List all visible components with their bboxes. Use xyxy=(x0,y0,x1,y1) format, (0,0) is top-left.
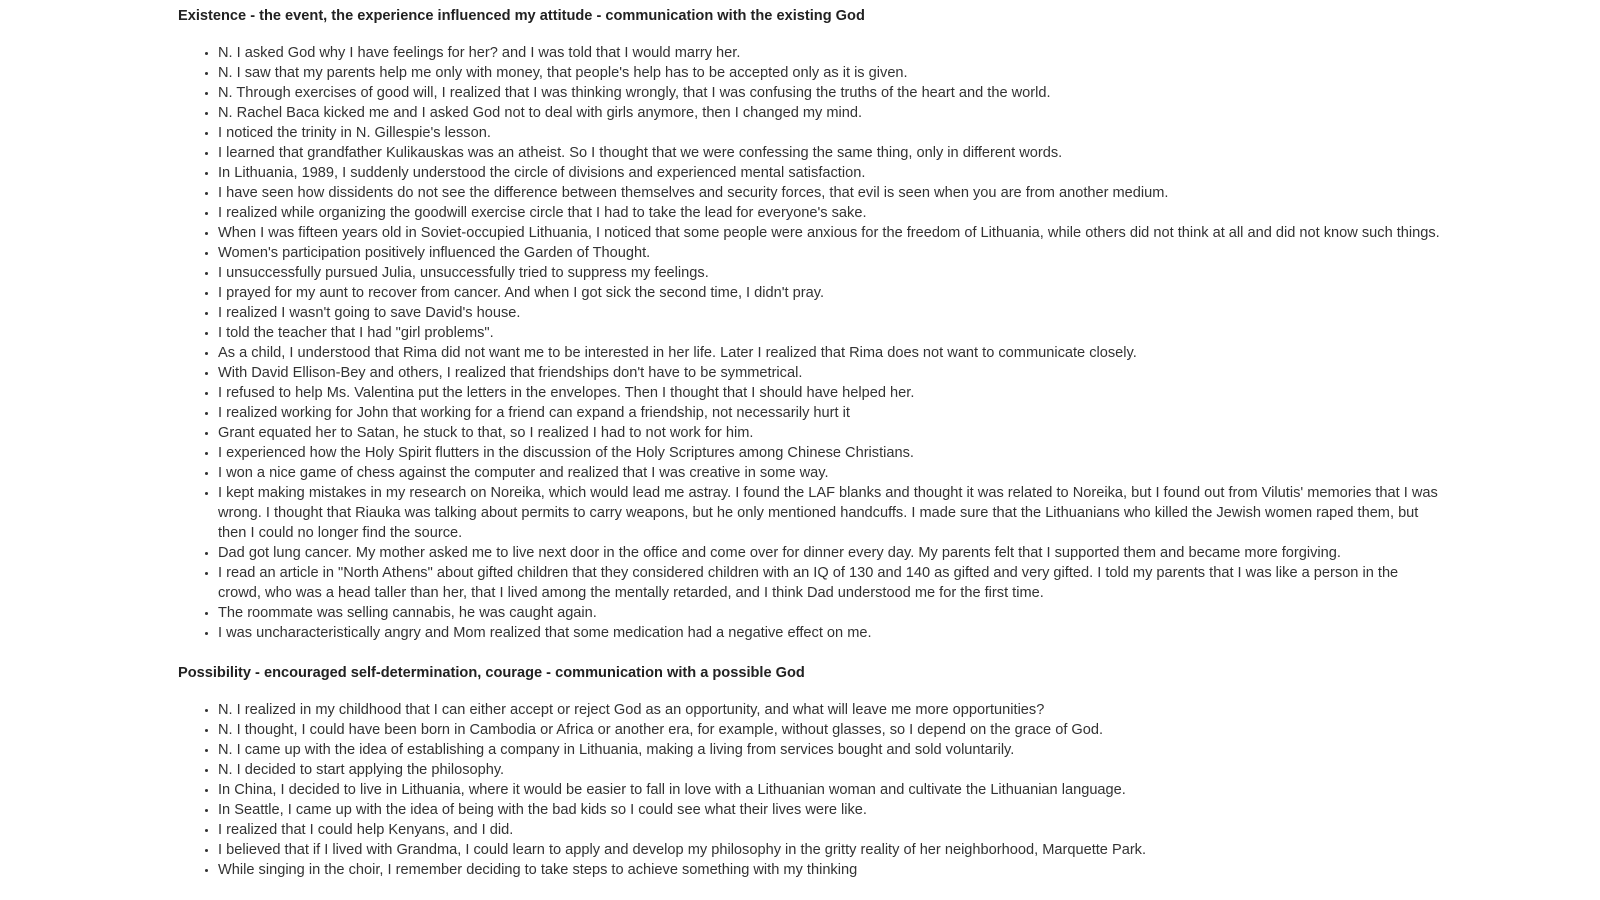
existence-list xyxy=(178,43,1440,643)
list-item: • I learned that grandfather Kulikauskas was an atheist. So I thought that we were confessing the same thing, only in different words. xyxy=(218,143,1440,163)
list-item: • N. I came up with the idea of establishing a company in Lithuania, making a living from services bought and sold voluntarily. xyxy=(218,740,1440,760)
list-item: • N. I decided to start applying the philosophy. xyxy=(218,760,1440,780)
list-item: • N. I thought, I could have been born in Cambodia or Africa or another era, for example, without glasses, so I depend on the grace of God. xyxy=(218,720,1440,740)
list-item: • As a child, I understood that Rima did not want me to be interested in her life. Later I realized that Rima does not want to communicate closely. xyxy=(218,343,1440,363)
list-item: • N. Through exercises of good will, I realized that I was thinking wrongly, that I was confusing the truths of the heart and the world. xyxy=(218,83,1440,103)
list-item: • While singing in the choir, I remember deciding to take steps to achieve something with my thinking xyxy=(218,860,1440,880)
list-item: • I realized while organizing the goodwill exercise circle that I had to take the lead for everyone's sake. xyxy=(218,203,1440,223)
list-item: • N. Rachel Baca kicked me and I asked God not to deal with girls anymore, then I changed my mind. xyxy=(218,103,1440,123)
list-item: • In Seattle, I came up with the idea of being with the bad kids so I could see what their lives were like. xyxy=(218,800,1440,820)
section-heading-possibility: Possibility - encouraged self-determination, courage - communication with a possible God xyxy=(178,665,805,681)
list-item: • I experienced how the Holy Spirit flutters in the discussion of the Holy Scriptures among Chinese Christians. xyxy=(218,443,1440,463)
list-item: • Dad got lung cancer. My mother asked me to live next door in the office and come over for dinner every day. My parents felt that I supported them and became more forgiving. xyxy=(218,543,1440,563)
list-item: • I believed that if I lived with Grandma, I could learn to apply and develop my philosophy in the gritty reality of her neighborhood, Marquette Park. xyxy=(218,840,1440,860)
list-item: • I kept making mistakes in my research on Noreika, which would lead me astray. I found the LAF blanks and thought it was related to Noreika, but I found out from Vilutis' memories that I was wrong. I thought that Riauka was talking about permits to carry weapons, but he only mentioned handcuffs. I made sure that the Lithuanians who killed the Jewish women raped them, but then I could no longer find the source. xyxy=(218,483,1440,543)
possibility-list xyxy=(178,700,1440,880)
list-item: • I told the teacher that I had "girl problems". xyxy=(218,323,1440,343)
list-item: • In China, I decided to live in Lithuania, where it would be easier to fall in love with a Lithuanian woman and cultivate the Lithuanian language. xyxy=(218,780,1440,800)
list-item: • The roommate was selling cannabis, he was caught again. xyxy=(218,603,1440,623)
list-item: • I read an article in "North Athens" about gifted children that they considered children with an IQ of 130 and 140 as gifted and very gifted. I told my parents that I was like a person in the crowd, who was a head taller than her, that I lived among the mentally retarded, and I think Dad understood me for the first time. xyxy=(218,563,1440,603)
list-item: • N. I asked God why I have feelings for her? and I was told that I would marry her. xyxy=(218,43,1440,63)
list-item: • Grant equated her to Satan, he stuck to that, so I realized I had to not work for him. xyxy=(218,423,1440,443)
list-item: • I realized that I could help Kenyans, and I did. xyxy=(218,820,1440,840)
list-item: • I realized I wasn't going to save David's house. xyxy=(218,303,1440,323)
list-item: • N. I saw that my parents help me only with money, that people's help has to be accepted only as it is given. xyxy=(218,63,1440,83)
section-heading-existence: Existence - the event, the experience influenced my attitude - communication with the existing God xyxy=(178,8,865,24)
list-item: • I was uncharacteristically angry and Mom realized that some medication had a negative effect on me. xyxy=(218,623,1440,643)
list-item: • In Lithuania, 1989, I suddenly understood the circle of divisions and experienced mental satisfaction. xyxy=(218,163,1440,183)
list-item: • I realized working for John that working for a friend can expand a friendship, not necessarily hurt it xyxy=(218,403,1440,423)
list-item: • I unsuccessfully pursued Julia, unsuccessfully tried to suppress my feelings. xyxy=(218,263,1440,283)
list-item: • I refused to help Ms. Valentina put the letters in the envelopes. Then I thought that I should have helped her. xyxy=(218,383,1440,403)
list-item: • Women's participation positively influenced the Garden of Thought. xyxy=(218,243,1440,263)
list-item: • With David Ellison-Bey and others, I realized that friendships don't have to be symmetrical. xyxy=(218,363,1440,383)
list-item: • I prayed for my aunt to recover from cancer. And when I got sick the second time, I didn't pray. xyxy=(218,283,1440,303)
list-item: • I noticed the trinity in N. Gillespie's lesson. xyxy=(218,123,1440,143)
list-item: • I won a nice game of chess against the computer and realized that I was creative in some way. xyxy=(218,463,1440,483)
document-body xyxy=(178,0,1440,880)
list-item: • I have seen how dissidents do not see the difference between themselves and security forces, that evil is seen when you are from another medium. xyxy=(218,183,1440,203)
list-item: • When I was fifteen years old in Soviet-occupied Lithuania, I noticed that some people were anxious for the freedom of Lithuania, while others did not think at all and did not know such things. xyxy=(218,223,1440,243)
list-item: • N. I realized in my childhood that I can either accept or reject God as an opportunity, and what will leave me more opportunities? xyxy=(218,700,1440,720)
